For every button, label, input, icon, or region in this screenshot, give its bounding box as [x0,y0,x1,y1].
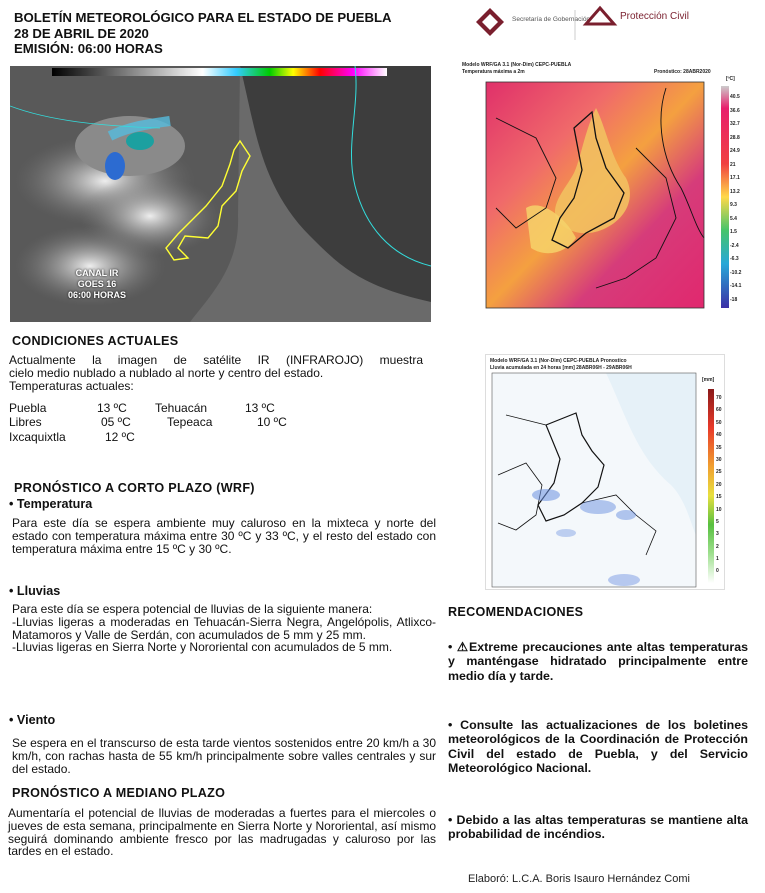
recommendation-item: • Consulte las actualizaciones de los boletines meteorológicos de la Coordinación de Protección Civil del estado de Puebla, y del Servicio Meteorológico Nacional. [448,718,748,776]
date-line: 28 DE ABRIL DE 2020 [14,25,149,41]
medium-term-heading: PRONÓSTICO A MEDIANO PLAZO [12,786,226,800]
current-temperatures [9,392,429,444]
satellite-ir-image [10,66,431,322]
pc-logo-text: Protección Civil [620,11,689,22]
author-credit: Elaboró: L.C.A. Boris Isauro Hernández Comi [468,873,690,885]
city-name: Ixcaquixtla [9,430,66,444]
medium-term-text: Aumentaría el potencial de lluvias de moderadas a fuertes para el miercoles o jueves de esta semana, principalmente en Sierra Norte y Nororiental, así mismo seguirá dominando ambiente fresco por las madrugadas y caluroso por las tardes en el estado. [8,806,436,859]
temperature-scale: 40.5 36.6 32.7 28.8 24.9 21 17.1 13.2 9.3 5.4 1.5 -2.4 -6.3 -10.2 -14.1 -18 [730,94,742,303]
recommendation-item: • ⚠Extreme precauciones ante altas temperaturas y manténgase hidratado principalmente entre medio día y tarde. [448,640,748,683]
rain-forecast-map: Modelo WRF/GA 3.1 (Nor-Dim) CEPC-PUEBLA Pronostico Lluvia acumulada en 24 horas [mm] 28ABR06H - 29ABR06H [mm] 70 60 50 40 35 30 25 20 15 10 5 3 2 1 0 [485,354,725,590]
rain-text: Para este día se espera potencial de lluvias de la siguiente manera: -Lluvias ligeras a moderadas en Tehuacán-Sierra Negra, Angelópolis, Atlixco-Matamoros y Valle de Serdán, con acumulados de 5 mm y 25 mm. -Lluvias ligeras en Sierra Norte y Nororiental con acumulados de 5 mm. [12,602,436,655]
satellite-label: CANAL IR GOES 16 06:00 HORAS [67,268,127,300]
rain-scale: 70 60 50 40 35 30 25 20 15 10 5 3 2 1 0 [716,395,722,575]
city-temp: 13 ºC [245,401,275,415]
wind-subheading: • Viento [9,713,56,727]
wind-text: Se espera en el transcurso de esta tarde vientos sostenidos entre 20 km/h a 30 km/h, con rachas hasta de 55 km/h principalmente sobre valles centrales y sur del estado. [12,736,436,776]
city-name: Tepeaca [167,415,213,429]
proteccion-civil-logo-icon [586,8,614,24]
recommendation-item: • Debido a las altas temperaturas se mantiene alta probabilidad de incéndios. [448,813,748,842]
rain-subheading: • Lluvias [9,584,61,598]
conditions-heading: CONDICIONES ACTUALES [12,334,179,348]
city-name: Libres [9,415,42,429]
city-name: Tehuacán [155,401,208,415]
title-line: BOLETÍN METEOROLÓGICO PARA EL ESTADO DE PUEBLA [14,10,392,25]
short-term-heading: PRONÓSTICO A CORTO PLAZO (WRF) [14,481,255,495]
city-temp: 12 ºC [105,430,135,444]
city-temp: 13 ºC [97,401,127,415]
segob-logo-text: Secretaría de Gobernación [512,16,591,23]
recommendations-heading: RECOMENDACIONES [448,605,584,619]
city-name: Puebla [9,401,47,415]
emission-line: EMISIÓN: 06:00 HORAS [14,41,163,56]
temperature-subheading: • Temperatura [9,497,93,511]
segob-logo-icon [476,8,504,36]
city-temp: 05 ºC [101,415,131,429]
temperature-text: Para este día se espera ambiente muy caluroso en la mixteca y norte del estado con temperatura máxima entre 30 ºC y 33 ºC, y el resto del estado con temperatura máxima entre 15 ºC y 30 ºC. [12,516,436,556]
institution-logos [470,2,760,52]
city-temp: 10 ºC [257,415,287,429]
temperature-forecast-map: Modelo WRF/GA 3.1 (Nor-Dim) CEPC-PUEBLA Temperatura máxima a 2m Pronóstico: 28ABR2020 [ºC] 40.5 36.6 32.7 28.8 24.9 21 17.1 13.2 9.3 5.4 1.5 -2.4 -6.3 -10.2 -14.1 -18 [456,58,752,320]
conditions-text: Actualmente la imagen de satélite IR (INFRAROJO) muestra cielo medio nublado a nublado al norte y centro del estado. Temperaturas actuales: [9,353,423,393]
bulletin-title [14,10,444,57]
